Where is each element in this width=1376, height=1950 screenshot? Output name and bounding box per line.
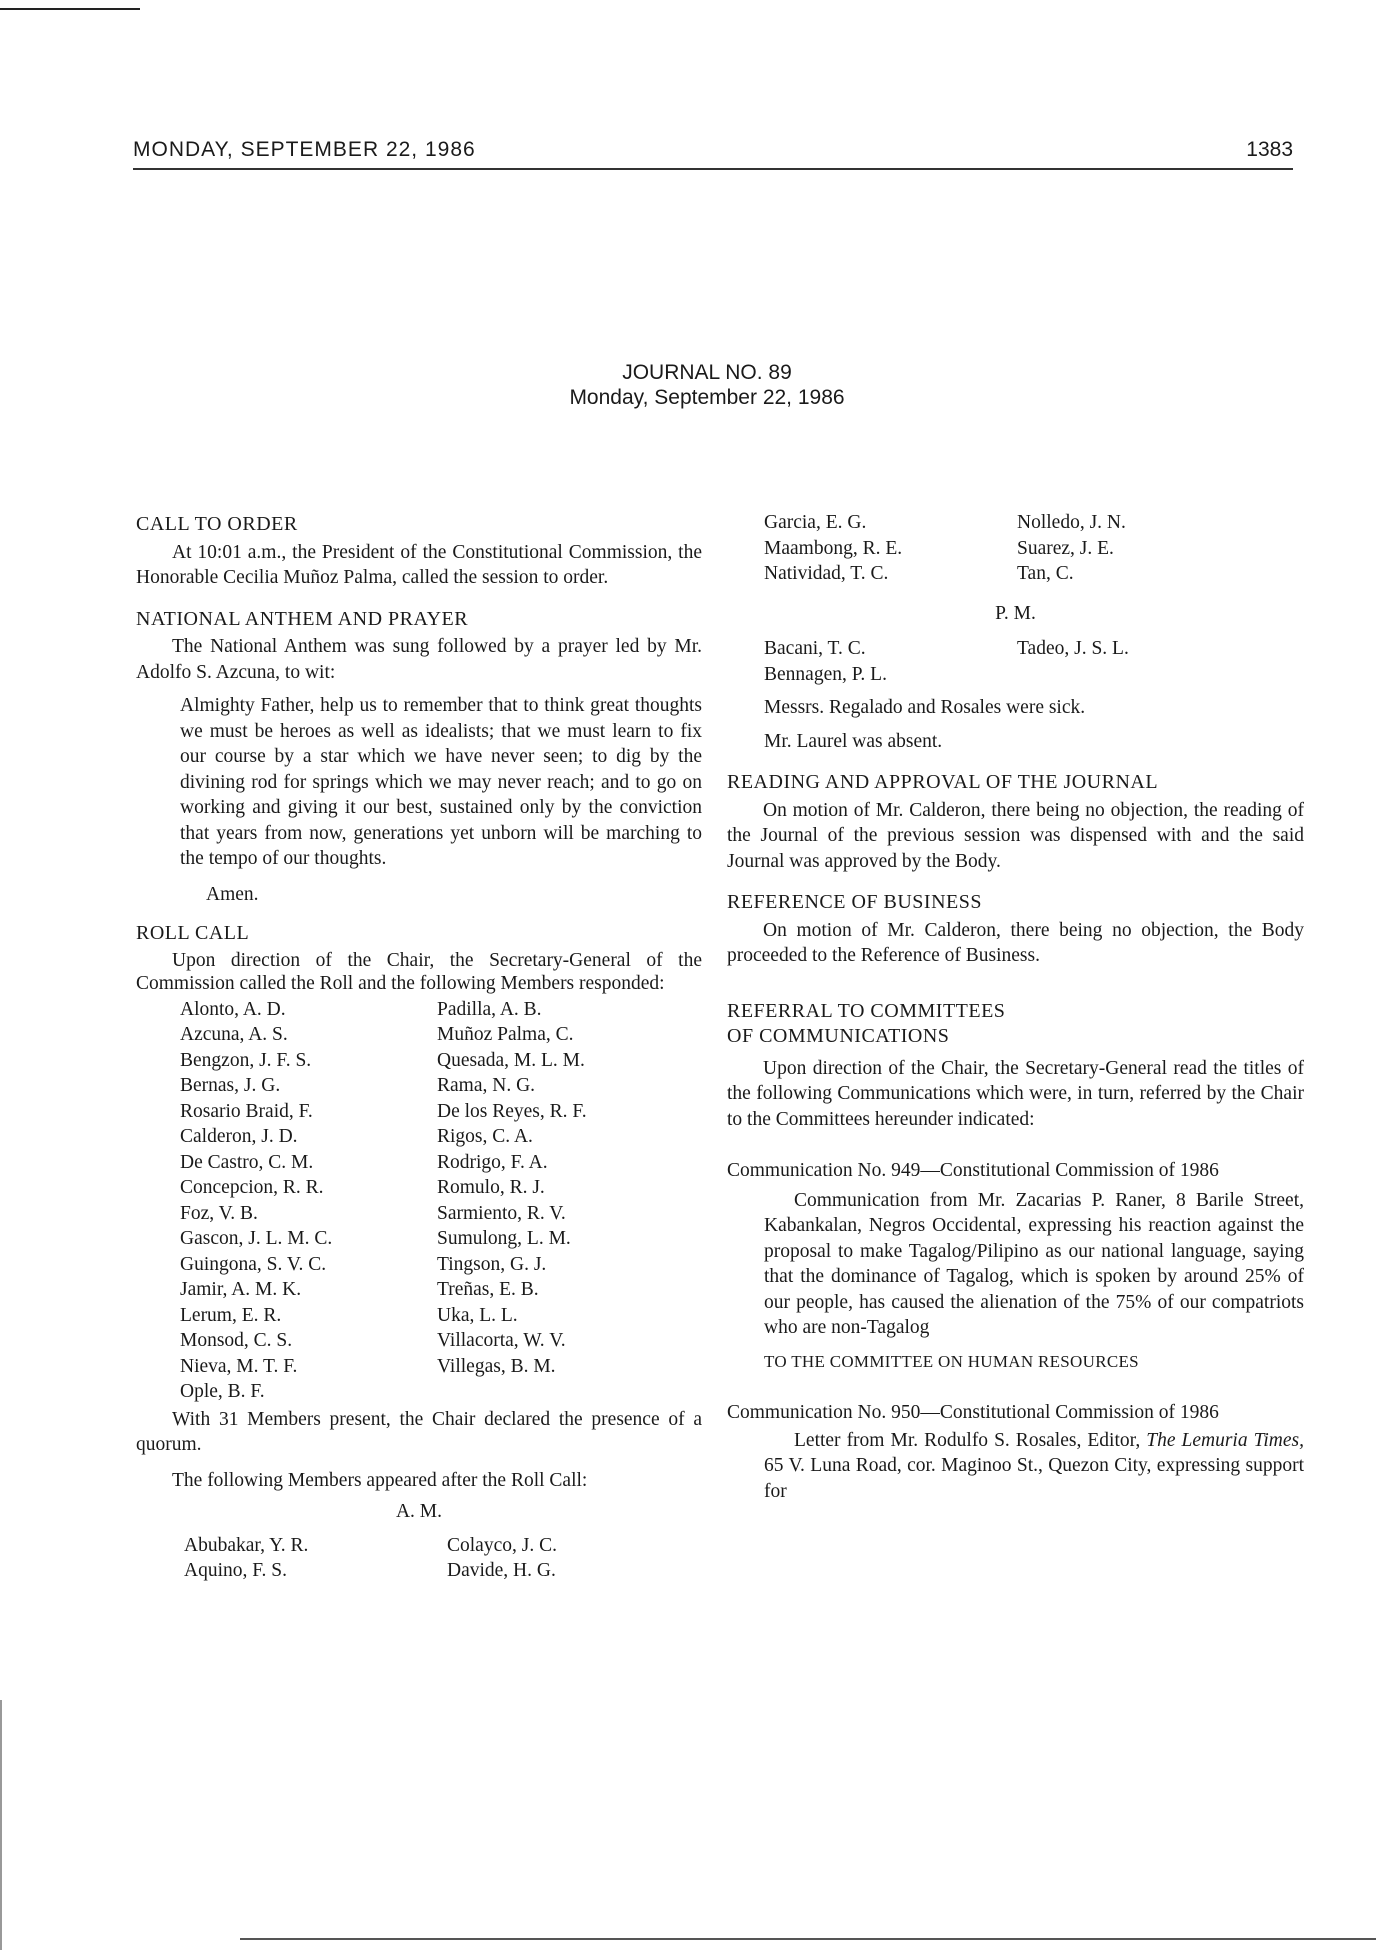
member-row [180,1124,587,1150]
anthem-heading: NATIONAL ANTHEM AND PRAYER [136,607,469,630]
member-row [180,1048,587,1074]
member-row [180,1150,587,1176]
reference-text: On motion of Mr. Calderon, there being no objection, the Body proceeded to the Reference of Business. [727,919,1304,966]
member-name: Garcia, E. G. [764,512,867,533]
reference-heading: REFERENCE OF BUSINESS [727,891,982,913]
am-members-cont-table [764,510,1126,587]
member-name: Bernas, J. G. [180,1075,281,1096]
member-name: Tan, C. [1017,563,1074,584]
running-header-date: MONDAY, SEPTEMBER 22, 1986 [133,138,476,161]
member-name: De los Reyes, R. F. [437,1100,587,1122]
member-name: Romulo, R. J. [437,1177,545,1198]
member-name [1017,662,1129,688]
page-number: 1383 [1246,138,1293,161]
member-name: Rigos, C. A. [437,1126,533,1147]
member-name: Concepcion, R. R. [180,1177,324,1198]
member-name: Nieva, M. T. F. [180,1355,298,1377]
am-members-table [184,1533,557,1584]
sick-note: Messrs. Regalado and Rosales were sick. [764,697,1086,718]
member-name: Villegas, B. M. [437,1355,556,1377]
member-name: Tingson, G. J. [437,1253,547,1275]
member-row [180,1303,587,1329]
member-name: Guingona, S. V. C. [180,1253,327,1275]
roll-call-intro: Upon direction of the Chair, the Secretary-General of the Commission called the Roll and the following Members responded: [136,949,702,994]
member-name: Padilla, A. B. [437,998,542,1020]
member-name: Abubakar, Y. R. [184,1534,309,1556]
member-name: Villacorta, W. V. [437,1330,566,1351]
member-name: Quesada, M. L. M. [437,1049,585,1071]
member-name: Treñas, E. B. [437,1279,539,1300]
roll-call-members-table [180,997,587,1405]
member-row [184,1533,557,1559]
communication-949-referral: TO THE COMMITTEE ON HUMAN RESOURCES [764,1351,1139,1371]
communication-949-title: Communication No. 949—Constitutional Commission of 1986 [727,1160,1219,1181]
member-row [180,1328,587,1354]
member-name: Azcuna, A. S. [180,1024,288,1045]
right-column [727,510,1304,1504]
member-name: Bacani, T. C. [764,638,866,659]
member-name: Natividad, T. C. [764,563,889,584]
communication-950-body-suffix: 65 V. Luna Road, cor. Maginoo St., Quezon City, expressing support for [764,1455,1304,1502]
member-name: Colayco, J. C. [447,1534,557,1556]
member-row [184,1558,557,1584]
member-row [180,1354,587,1380]
member-row [180,1099,587,1125]
member-name: Foz, V. B. [180,1202,258,1224]
communication-950-newspaper: The Lemuria Times, [1146,1429,1304,1451]
roll-call-heading: ROLL CALL [136,922,250,944]
member-name: Monsod, C. S. [180,1330,293,1351]
member-name: De Castro, C. M. [180,1151,314,1173]
member-name: Maambong, R. E. [764,537,903,559]
member-row [180,1022,587,1048]
referral-heading-line1: REFERRAL TO COMMITTEES [727,999,1006,1022]
call-to-order-heading: CALL TO ORDER [136,513,298,535]
member-name: Ople, B. F. [180,1381,265,1402]
member-name: Davide, H. G. [447,1560,556,1581]
scan-edge-mark-left [0,1700,2,1950]
referral-text: Upon direction of the Chair, the Secretary-General read the titles of the following Communications which were, in turn, referred by the Chair to the Committees hereunder indicated: [727,1057,1304,1130]
pm-label: P. M. [995,602,1036,624]
member-name: Gascon, J. L. M. C. [180,1228,333,1249]
call-to-order-text: At 10:01 a.m., the President of the Constitutional Commission, the Honorable Cecilia Muñoz Palma, called the session to order. [136,541,702,588]
member-row [180,1277,587,1303]
journal-number: JOURNAL NO. 89 [622,361,792,384]
am-label: A. M. [395,1501,443,1522]
reading-heading: READING AND APPROVAL OF THE JOURNAL [727,771,1159,793]
member-name: Tadeo, J. S. L. [1017,638,1129,659]
member-row [180,1175,587,1201]
referral-heading-line2: OF COMMUNICATIONS [727,1025,950,1047]
scan-edge-mark-bottom [240,1938,1376,1940]
communication-949-body: Communication from Mr. Zacarias P. Raner, 8 Barile Street, Kabankalan, Negros Occidental, expressing his reaction against the proposal to make Tagalog/Pilipino as our national language, saying that the dominance of Tagalog, which is spoken by around 25% of our people, has caused the alienation of the 75% of our compatriots who are non-Tagalog [764,1189,1304,1338]
member-name: Rosario Braid, F. [180,1100,313,1122]
running-header [133,138,1293,170]
member-name: Muñoz Palma, C. [437,1024,574,1045]
quorum-text: With 31 Members present, the Chair declared the presence of a quorum. [136,1408,702,1455]
scan-edge-mark-top [0,8,140,10]
member-row [764,636,1129,662]
anthem-text: The National Anthem was sung followed by a prayer led by Mr. Adolfo S. Azcuna, to wit: [136,636,702,683]
member-row [764,662,1129,688]
member-name: Nolledo, J. N. [1017,512,1126,533]
member-row [764,536,1126,562]
absent-note: Mr. Laurel was absent. [764,730,943,752]
member-name: Rama, N. G. [437,1075,536,1096]
journal-title-block [0,360,1376,410]
member-name: Sumulong, L. M. [437,1228,571,1249]
communication-950-body-prefix: Letter from Mr. Rodulfo S. Rosales, Editor, [794,1429,1141,1451]
member-row [180,1073,587,1099]
pm-members-table [764,636,1129,687]
left-column [136,512,702,1584]
member-row [180,1252,587,1278]
member-name: Calderon, J. D. [180,1126,298,1147]
member-row [180,997,587,1023]
member-row [180,1379,587,1405]
member-row [764,561,1126,587]
member-name: Bengzon, J. F. S. [180,1049,312,1071]
member-row [180,1226,587,1252]
communication-950-body [727,1428,1304,1505]
communication-950-title: Communication No. 950—Constitutional Commission of 1986 [727,1402,1219,1423]
member-name: Jamir, A. M. K. [180,1279,302,1300]
member-name: Alonto, A. D. [180,998,286,1020]
member-row [180,1201,587,1227]
member-name: Rodrigo, F. A. [437,1151,548,1173]
member-name [437,1379,587,1405]
reading-text: On motion of Mr. Calderon, there being no objection, the reading of the Journal of the previous session was dispensed with and the said Journal was approved by the Body. [727,799,1304,872]
member-row [764,510,1126,536]
amen-text: Amen. [206,883,259,905]
member-name: Sarmiento, R. V. [437,1202,566,1224]
member-name: Uka, L. L. [437,1304,518,1326]
member-name: Suarez, J. E. [1017,537,1114,559]
journal-date: Monday, September 22, 1986 [569,386,845,409]
late-members-intro: The following Members appeared after the Roll Call: [172,1469,588,1491]
member-name: Bennagen, P. L. [764,663,887,685]
member-name: Aquino, F. S. [184,1560,288,1581]
prayer-text: Almighty Father, help us to remember that to think great thoughts we must be heroes as well as idealists; that we must learn to fix our course by a star which we have never seen; to dig by the divining rod for springs which we may never reach; and to go on working and giving it our best, sustained only by the conviction that years from now, generations yet unborn will be marching to the tempo of our thoughts. [180,695,702,869]
member-name: Lerum, E. R. [180,1304,282,1326]
